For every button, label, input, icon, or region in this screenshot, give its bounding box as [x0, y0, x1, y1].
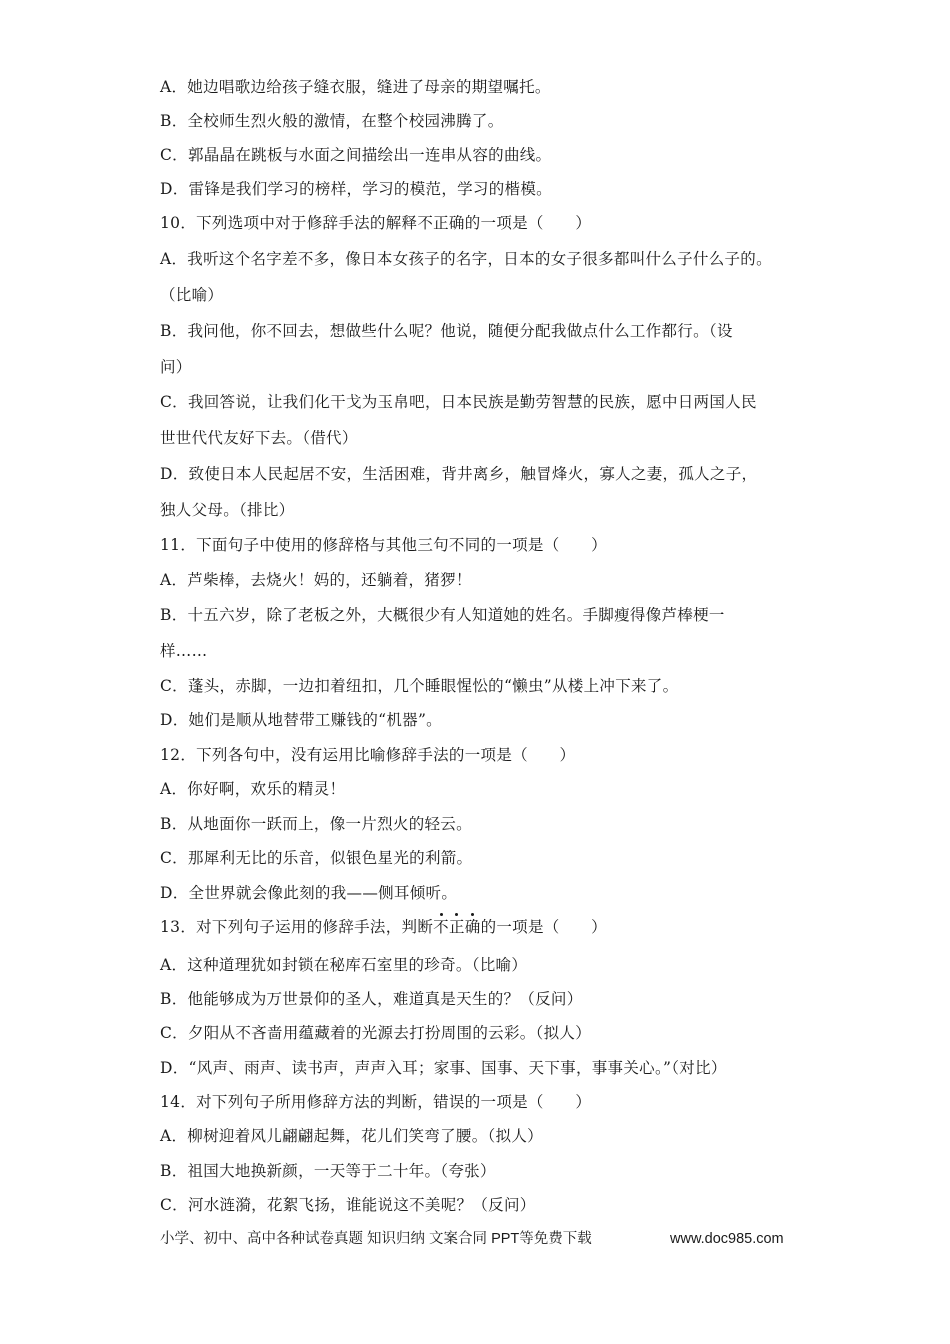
text-line: 样…… — [160, 642, 208, 660]
text-line: B．祖国大地换新颜，一天等于二十年。（夸张） — [160, 1162, 496, 1180]
text-line: C．蓬头，赤脚，一边扣着纽扣，几个睡眼惺忪的“懒虫”从楼上冲下来了。 — [160, 677, 679, 695]
text-line: C．那犀利无比的乐音，似银色星光的利箭。 — [160, 849, 473, 867]
text-line: B．全校师生烈火般的激情，在整个校园沸腾了。 — [160, 112, 504, 130]
text-line: A．你好啊，欢乐的精灵！ — [160, 780, 346, 798]
text-line: A．芦柴棒，去烧火！妈的，还躺着，猪猡！ — [160, 571, 472, 589]
question-text: 的一项是（ ） — [480, 918, 607, 936]
text-line: B．我问他，你不回去，想做些什么呢？他说，随便分配我做点什么工作都行。（设 — [160, 322, 733, 340]
text-line: A．她边唱歌边给孩子缝衣服，缝进了母亲的期望嘱托。 — [160, 78, 551, 96]
text-line: 独人父母。（排比） — [160, 501, 295, 519]
footer-site-link[interactable]: www.doc985.com — [670, 1231, 784, 1247]
question-heading — [160, 917, 607, 937]
text-line: A．柳树迎着风儿翩翩起舞，花儿们笑弯了腰。（拟人） — [160, 1127, 543, 1145]
question-text: 13．对下列句子运用的修辞手法，判断 — [160, 918, 434, 936]
emphasis-char: 确 — [464, 918, 481, 936]
text-line: D．“风声、雨声、读书声，声声入耳；家事、国事、天下事，事事关心。”（对比） — [160, 1059, 727, 1077]
emphasis-char: 正 — [448, 918, 465, 936]
text-line: （比喻） — [160, 286, 224, 304]
text-line: D．致使日本人民起居不安，生活困难，背井离乡，触冒烽火，寡人之妻，孤人之子， — [160, 465, 758, 483]
text-line: B．十五六岁，除了老板之外，大概很少有人知道她的姓名。手脚瘦得像芦棒梗一 — [160, 606, 725, 624]
text-line: B．他能够成为万世景仰的圣人，难道真是天生的？（反问） — [160, 990, 583, 1008]
question-heading: 11．下面句子中使用的修辞格与其他三句不同的一项是（ ） — [160, 536, 607, 554]
text-line: D．她们是顺从地替带工赚钱的“机器”。 — [160, 711, 442, 729]
text-line: 问） — [160, 358, 192, 376]
text-line: 世世代代友好下去。（借代） — [160, 429, 358, 447]
text-line: A．这种道理犹如封锁在秘库石室里的珍奇。（比喻） — [160, 956, 528, 974]
question-heading: 12．下列各句中，没有运用比喻修辞手法的一项是（ ） — [160, 746, 576, 764]
text-line: B．从地面你一跃而上，像一片烈火的轻云。 — [160, 815, 472, 833]
text-line: A．我听这个名字差不多，像日本女孩子的名字，日本的女子很多都叫什么子什么子的。 — [160, 250, 772, 268]
page-footer — [160, 1229, 784, 1249]
question-heading: 14．对下列句子所用修辞方法的判断，错误的一项是（ ） — [160, 1093, 592, 1111]
text-line: D．全世界就会像此刻的我——侧耳倾听。 — [160, 884, 458, 902]
text-line: C．郭晶晶在跳板与水面之间描绘出一连串从容的曲线。 — [160, 146, 552, 164]
question-heading: 10．下列选项中对于修辞手法的解释不正确的一项是（ ） — [160, 214, 592, 232]
text-line: C．夕阳从不吝啬用蕴藏着的光源去打扮周围的云彩。（拟人） — [160, 1024, 592, 1042]
text-line: C．我回答说，让我们化干戈为玉帛吧，日本民族是勤劳智慧的民族，愿中日两国人民 — [160, 393, 757, 411]
text-line: D．雷锋是我们学习的榜样，学习的模范，学习的楷模。 — [160, 180, 552, 198]
text-line: C．河水涟漪，花絮飞扬，谁能说这不美呢？（反问） — [160, 1196, 536, 1214]
emphasis-char: 不 — [433, 918, 449, 936]
footer-text: 小学、初中、高中各种试卷真题 知识归纳 文案合同 PPT等免费下载 — [160, 1231, 592, 1247]
